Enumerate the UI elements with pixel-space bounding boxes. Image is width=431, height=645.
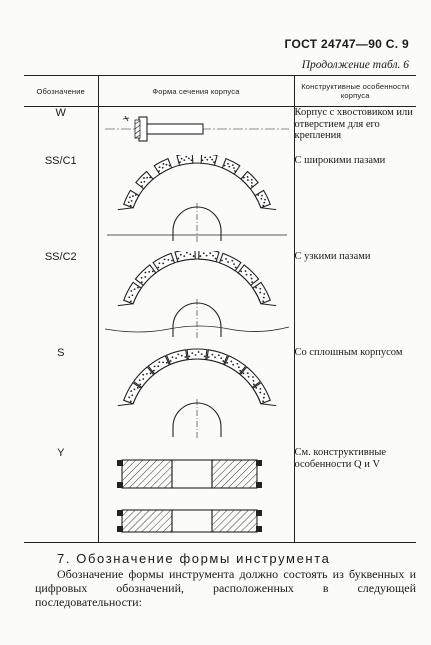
abrasive-segment xyxy=(123,282,141,303)
section-figure-w xyxy=(98,107,294,156)
row-description: Корпус с хвостовиком или отверстием для его крепления xyxy=(294,107,416,156)
abrasive-segment xyxy=(240,171,257,188)
abrasive-segment xyxy=(154,159,171,175)
section-figure-s xyxy=(98,347,294,447)
abrasive-segment xyxy=(222,159,239,175)
table-row xyxy=(24,447,416,543)
abrasive-segment xyxy=(201,155,217,165)
section-figure-ss-c2 xyxy=(98,251,294,347)
abrasive-segment xyxy=(219,253,240,270)
table-row xyxy=(24,107,416,156)
abrasive-segment xyxy=(153,253,174,270)
abrasive-segment xyxy=(206,350,227,365)
table-continuation-label: Продолжение табл. 6 xyxy=(301,59,409,71)
row-description: См. конструктивные особенности Q и V xyxy=(294,447,416,543)
abrasive-segment xyxy=(123,383,140,404)
section-title: 7. Обозначение формы инструмента xyxy=(57,551,331,566)
abrasive-segment xyxy=(238,265,258,285)
row-description: Со сплошным корпусом xyxy=(294,347,416,447)
abrasive-segment xyxy=(187,349,207,360)
abrasive-segment xyxy=(133,367,153,387)
standard-header: ГОСТ 24747—90 С. 9 xyxy=(284,37,409,51)
row-code: SS/C2 xyxy=(24,251,98,347)
row-description: С широкими пазами xyxy=(294,155,416,251)
designation-table xyxy=(24,75,416,543)
row-description: С узкими пазами xyxy=(294,251,416,347)
section-paragraph: Обозначение формы инструмента должно состоять из буквенных и цифровых обозначений, расположенных в следующей последовательности: xyxy=(35,567,416,609)
abrasive-segment xyxy=(198,251,218,262)
row-code: S xyxy=(24,347,98,447)
column-header-features: Конструктивные особенности корпуса xyxy=(294,76,416,107)
table-header-row xyxy=(24,76,416,107)
table-row xyxy=(24,251,416,347)
abrasive-segment xyxy=(240,367,260,387)
row-code: SS/C1 xyxy=(24,155,98,251)
table-row xyxy=(24,347,416,447)
abrasive-segment xyxy=(252,282,270,303)
table-row xyxy=(24,155,416,251)
column-header-designation: Обозначение xyxy=(24,76,98,107)
abrasive-segment xyxy=(166,350,187,365)
row-code: W xyxy=(24,107,98,156)
row-code: Y xyxy=(24,447,98,543)
section-figure-y xyxy=(98,447,294,543)
abrasive-segment xyxy=(135,171,152,188)
abrasive-segment xyxy=(252,383,269,404)
column-header-section-shape: Форма сечения корпуса xyxy=(98,76,294,107)
abrasive-segment xyxy=(135,265,155,285)
section-figure-ss-c1 xyxy=(98,155,294,251)
